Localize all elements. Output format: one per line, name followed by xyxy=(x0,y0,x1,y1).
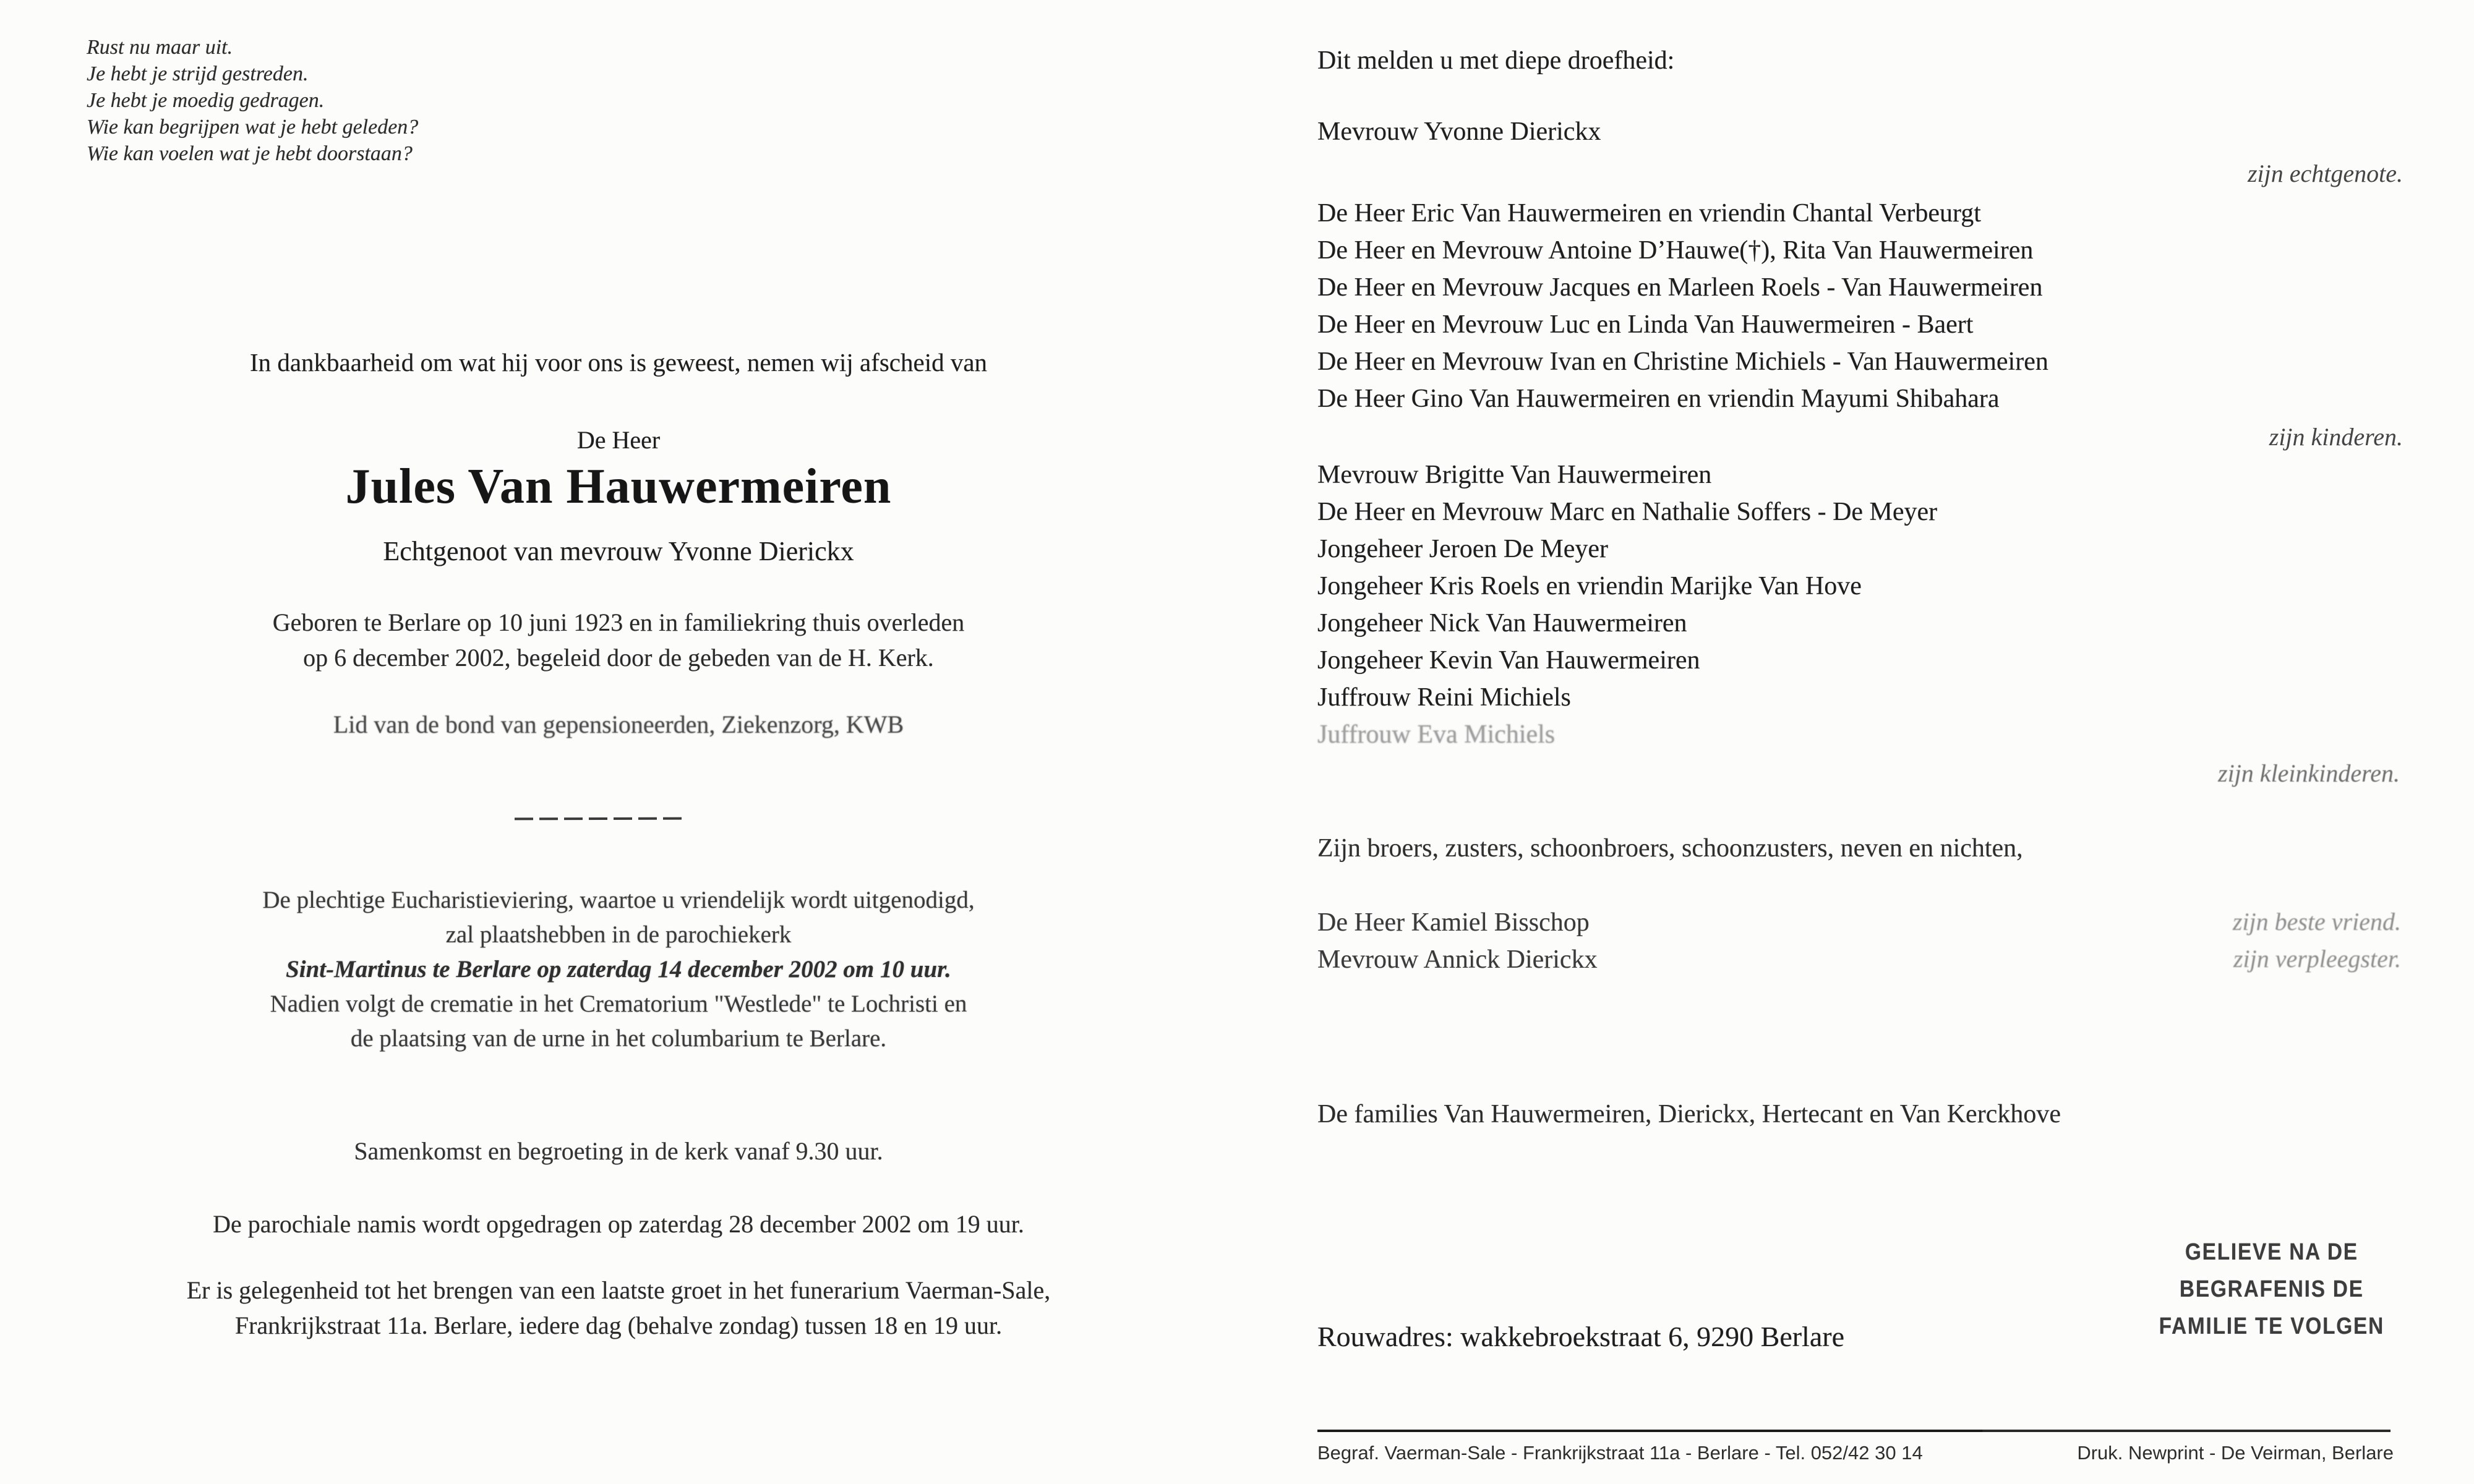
stamp-line: GELIEVE NA DE xyxy=(2185,1239,2358,1265)
list-item: Jongeheer Jeroen De Meyer xyxy=(1317,535,1608,563)
service-date-line: Sint-Martinus te Berlare op zaterdag 14 december 2002 om 10 uur. xyxy=(286,956,951,983)
footer-printer: Druk. Newprint - De Veirman, Berlare xyxy=(2077,1442,2394,1464)
footer xyxy=(1317,1442,2394,1464)
poem-line: Wie kan voelen wat je hebt doorstaan? xyxy=(87,142,413,165)
poem-line: Wie kan begrijpen wat je hebt geleden? xyxy=(87,116,419,139)
deceased-name: Jules Van Hauwermeiren xyxy=(345,459,892,514)
funeral-service-paragraph xyxy=(0,883,1237,1056)
opening-poem xyxy=(87,34,418,167)
friend-name: De Heer Kamiel Bisschop xyxy=(1317,908,1590,937)
section-divider xyxy=(515,817,683,821)
list-item: Jongeheer Kevin Van Hauwermeiren xyxy=(1317,646,1700,675)
list-item: De Heer en Mevrouw Marc en Nathalie Soffers - De Meyer xyxy=(1317,498,1938,526)
role-label-nurse: zijn verpleegster. xyxy=(2233,945,2401,973)
stamp-line: BEGRAFENIS DE xyxy=(2179,1276,2364,1302)
service-line: de plaatsing van de urne in het columbarium te Berlare. xyxy=(350,1025,887,1052)
list-item: De Heer en Mevrouw Ivan en Christine Michiels - Van Hauwermeiren xyxy=(1317,348,2048,376)
service-line: zal plaatshebben in de parochiekerk xyxy=(445,921,792,948)
visitation-line: Frankrijkstraat 11a. Berlare, iedere dag (behalve zondag) tussen 18 en 19 uur. xyxy=(234,1311,1003,1339)
poem-line: Je hebt je strijd gestreden. xyxy=(87,62,309,85)
relatives-line: Zijn broers, zusters, schoonbroers, schoonzusters, neven en nichten, xyxy=(1317,834,2023,863)
stamp-line: FAMILIE TE VOLGEN xyxy=(2159,1313,2384,1339)
follow-family-stamp xyxy=(2159,1234,2384,1345)
list-item: Juffrouw Reini Michiels xyxy=(1317,683,1571,712)
footer-rule xyxy=(1317,1430,2391,1432)
spouse-line: Echtgenoot van mevrouw Yvonne Dierickx xyxy=(383,536,854,566)
footer-undertaker: Begraf. Vaerman-Sale - Frankrijkstraat 11a - Berlare - Tel. 052/42 30 14 xyxy=(1317,1442,1923,1464)
list-item: De Heer en Mevrouw Luc en Linda Van Hauwermeiren - Baert xyxy=(1317,310,1974,339)
death-line: op 6 december 2002, begeleid door de gebeden van de H. Kerk. xyxy=(303,644,934,672)
service-line: Nadien volgt de crematie in het Crematorium "Westlede" te Lochristi en xyxy=(270,991,967,1017)
list-item: De Heer en Mevrouw Jacques en Marleen Roels - Van Hauwermeiren xyxy=(1317,273,2043,302)
salutation: De Heer xyxy=(576,426,661,454)
visitation-lines xyxy=(0,1273,1237,1343)
grandchildren-list xyxy=(1317,456,1937,753)
list-item: Jongeheer Nick Van Hauwermeiren xyxy=(1317,609,1687,638)
list-item: De Heer en Mevrouw Antoine D’Hauwe(†), Rita Van Hauwermeiren xyxy=(1317,236,2034,265)
role-label-spouse: zijn echtgenote. xyxy=(2247,160,2403,187)
list-item: De Heer Eric Van Hauwermeiren en vriendin Chantal Verbeurgt xyxy=(1317,199,1981,228)
role-label-friend: zijn beste vriend. xyxy=(2232,908,2401,936)
announcement-line: Dit melden u met diepe droefheid: xyxy=(1317,46,1675,75)
poem-line: Je hebt je moedig gedragen. xyxy=(87,89,325,112)
right-page xyxy=(1237,0,2474,1484)
children-list xyxy=(1317,195,2048,417)
nurse-name: Mevrouw Annick Dierickx xyxy=(1317,945,1598,974)
list-item: De Heer Gino Van Hauwermeiren en vriendin Mayumi Shibahara xyxy=(1317,385,2000,413)
gathering-line: Samenkomst en begroeting in de kerk vanaf 9.30 uur. xyxy=(354,1137,883,1165)
birth-death-lines xyxy=(0,605,1237,675)
role-label-children: zijn kinderen. xyxy=(2269,423,2403,451)
service-line: De plechtige Eucharistieviering, waartoe u vriendelijk wordt uitgenodigd, xyxy=(262,887,975,913)
families-line: De families Van Hauwermeiren, Dierickx, Hertecant en Van Kerckhove xyxy=(1317,1100,2061,1128)
memberships-line: Lid van de bond van gepensioneerden, Ziekenzorg, KWB xyxy=(333,710,904,738)
widow-name: Mevrouw Yvonne Dierickx xyxy=(1317,117,1601,146)
mourning-address: Rouwadres: wakkebroekstraat 6, 9290 Berlare xyxy=(1317,1321,1844,1352)
birth-line: Geboren te Berlare op 10 juni 1923 en in familiekring thuis overleden xyxy=(272,608,965,636)
list-item: Mevrouw Brigitte Van Hauwermeiren xyxy=(1317,461,1712,489)
visitation-line: Er is gelegenheid tot het brengen van een laatste groet in het funerarium Vaerman-Sale, xyxy=(186,1276,1051,1304)
parish-mass-line: De parochiale namis wordt opgedragen op zaterdag 28 december 2002 om 19 uur. xyxy=(213,1210,1024,1238)
list-item: Jongeheer Kris Roels en vriendin Marijke Van Hove xyxy=(1317,572,1862,600)
poem-line: Rust nu maar uit. xyxy=(87,36,233,59)
list-item-faded: Juffrouw Eva Michiels xyxy=(1317,720,1556,749)
farewell-intro: In dankbaarheid om wat hij voor ons is geweest, nemen wij afscheid van xyxy=(249,348,988,377)
role-label-grandchildren: zijn kleinkinderen. xyxy=(2218,759,2400,787)
